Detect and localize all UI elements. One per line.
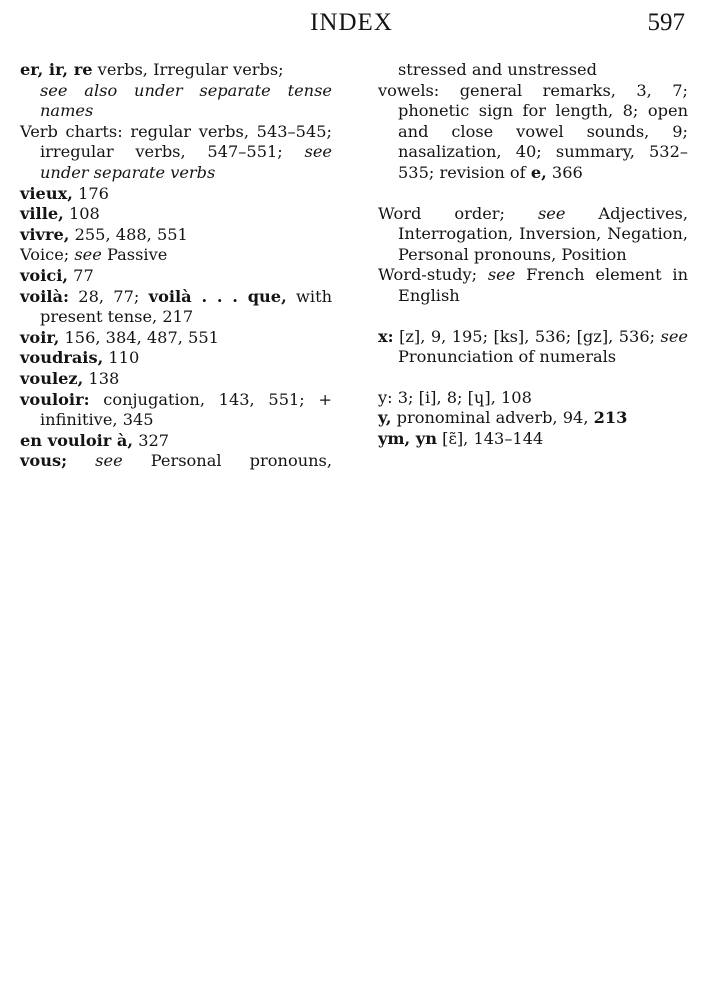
entry-pages: 28, 77; [68,286,149,306]
index-entry-continuation [20,81,332,122]
entry-headword: x: [378,326,394,346]
entry-headword: vieux, [20,183,73,203]
entry-see: see [67,451,123,471]
index-entry-voila [20,287,332,328]
entry-cross-reference: see under separate verbs [40,142,332,182]
index-entry-x [378,327,688,368]
entry-see: see [655,326,688,346]
entry-text: Adjectives, Interrogation, Inversion, Negation, Personal pronouns, Position [398,203,688,264]
entry-cross-reference: see also under separate tense names [40,80,332,121]
entry-text: with present tense, 217 [40,286,333,327]
page-number: 597 [647,9,685,36]
entry-headword: voulez, [20,368,84,388]
entry-headword: ville, [20,204,64,224]
entry-headword: voir, [20,327,60,347]
entry-pages: 327 [133,430,170,450]
index-entry-vous [20,451,332,472]
index-entry-vieux [20,184,332,205]
entry-pages: [ɛ̃], 143–144 [436,428,544,448]
index-entry-continuation [378,60,688,81]
index-entry-ym-yn [378,429,688,450]
index-entry-word-study [378,265,688,306]
entry-text: Personal pronouns, [122,451,332,471]
entry-pages: 138 [83,368,120,388]
index-entry-vouloir [20,390,332,431]
section-gap [378,184,688,204]
index-entry-voice [20,245,332,266]
entry-see: see [487,265,516,285]
index-entry-ville [20,204,332,225]
entry-text: vowels: general remarks, 3, 7; phonetic sign for length, 8; open and close vowel sounds, 9; nasalization, 40; summary, 532–535; revision of [378,80,688,182]
entry-text: Passive [101,245,168,265]
entry-text: French element in English [398,265,688,305]
entry-text: Pronunciation of numerals [398,347,617,367]
entry-headword: er, ir, re [20,60,93,79]
index-entry-y-pronominal [378,408,688,429]
entry-pages: 156, 384, 487, 551 [59,327,219,347]
entry-text: Verb charts: regular verbs, 543–545; irregular verbs, 547–551; [20,121,332,162]
index-entry-voici [20,266,332,287]
entry-headword: vous; [20,451,68,471]
entry-headword: y, [378,408,392,428]
entry-text: pronominal adverb, 94, [391,408,594,428]
index-entry-en-vouloir-a [20,431,332,452]
entry-subhead: voilà . . . que, [148,286,287,306]
index-entry-y [378,388,688,409]
entry-text: [z], 9, 195; [ks], 536; [gz], 536; [393,326,656,346]
entry-text: verbs, Irregular verbs; [92,60,284,79]
entry-subhead: e, [530,162,547,182]
entry-pages: 255, 488, 551 [69,224,188,244]
entry-headword: Word-study; [378,265,488,285]
index-entry-voir [20,328,332,349]
index-column-left [20,60,332,472]
entry-pages: 366 [546,162,583,182]
entry-headword: vivre, [20,224,70,244]
entry-pages: 176 [72,183,109,203]
index-entry-verb-charts [20,122,332,184]
entry-pages: 110 [103,348,140,368]
entry-pages: 77 [68,265,94,285]
entry-headword: voici, [20,265,68,285]
index-column-right [378,60,688,450]
section-gap [378,307,688,327]
entry-headword: voilà: [20,286,69,306]
entry-text: y: 3; [i], 8; [ɥ], 108 [378,387,532,407]
entry-headword: ym, yn [378,428,437,448]
entry-text: conjugation, 143, 551; + infinitive, 345 [40,389,332,430]
page-title: INDEX [310,9,393,36]
entry-text: stressed and unstressed [398,60,597,79]
section-gap [378,368,688,388]
entry-pages: 213 [593,408,628,428]
entry-see: see [537,203,566,223]
entry-headword: en vouloir à, [20,430,134,450]
index-entry-word-order [378,204,688,266]
index-entry-vivre [20,225,332,246]
entry-pages: 108 [63,204,100,224]
entry-headword: Word order; [378,203,538,223]
entry-headword: vouloir: [20,389,90,409]
index-entry-er-ir-re [20,60,332,81]
index-entry-voudrais [20,348,332,369]
entry-see: see [74,245,102,265]
index-entry-vowels [378,81,688,184]
entry-headword: Voice; [20,245,75,265]
index-entry-voulez [20,369,332,390]
entry-headword: voudrais, [20,348,104,368]
